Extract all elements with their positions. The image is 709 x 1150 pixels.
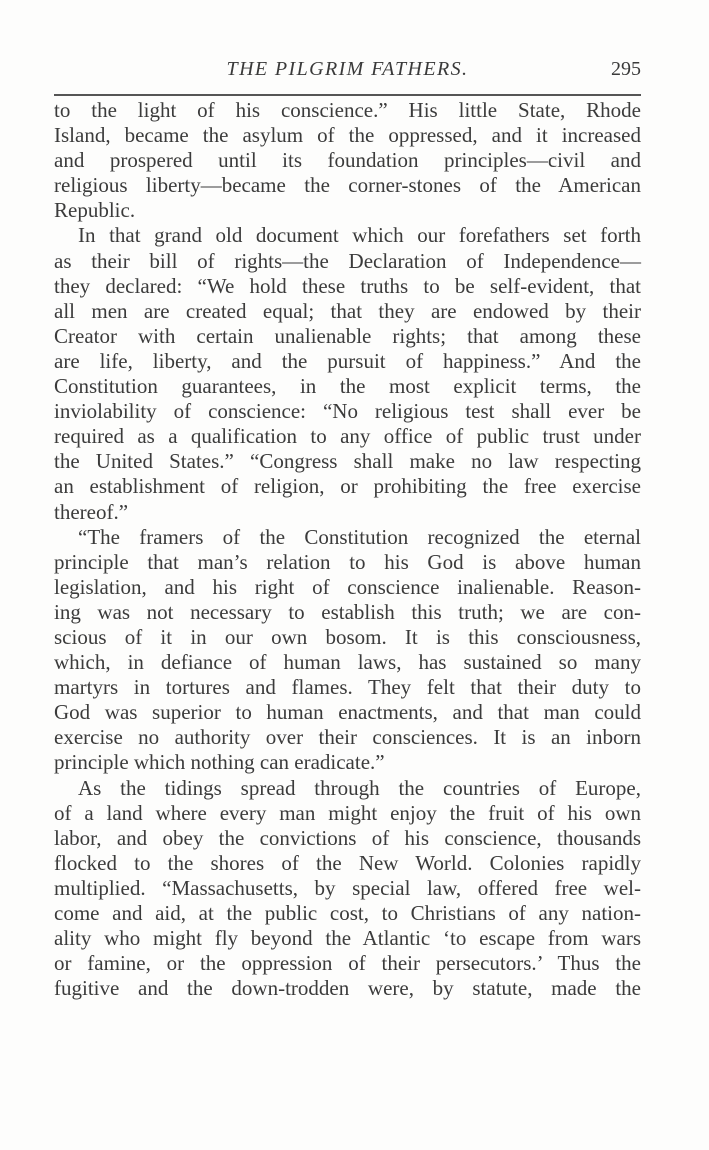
body-text xyxy=(54,98,641,1001)
text-line: scious of it in our own bosom. It is this consciousness, xyxy=(54,624,641,649)
text-line: Creator with certain unalienable rights; that among these xyxy=(54,323,641,348)
text-line: principle that man’s relation to his God is above human xyxy=(54,549,641,574)
text-line: Constitution guarantees, in the most explicit terms, the xyxy=(54,374,641,399)
text-line: of a land where every man might enjoy the fruit of his own xyxy=(54,800,641,825)
text-line: Republic. xyxy=(54,198,136,223)
text-line: which, in defiance of human laws, has sustained so many xyxy=(54,650,641,675)
text-line: are life, liberty, and the pursuit of happiness.” And the xyxy=(54,348,641,373)
text-line: required as a qualification to any office of public trust under xyxy=(54,424,641,449)
text-line: multiplied. “Massachusetts, by special law, offered free wel- xyxy=(54,875,641,900)
text-line: religious liberty—became the corner-stones of the American xyxy=(54,173,641,198)
text-line: all men are created equal; that they are endowed by their xyxy=(54,298,641,323)
text-line: God was superior to human enactments, and that man could xyxy=(54,700,641,725)
text-line: As the tidings spread through the countries of Europe, xyxy=(78,775,641,800)
text-line: thereof.” xyxy=(54,499,129,524)
text-line: or famine, or the oppression of their persecutors.’ Thus the xyxy=(54,951,641,976)
text-line: legislation, and his right of conscience inalienable. Reason- xyxy=(54,574,641,599)
paragraph-4 xyxy=(54,776,641,1002)
running-head xyxy=(54,58,641,88)
paragraph-3 xyxy=(54,525,641,776)
paragraph-1 xyxy=(54,98,641,223)
text-line: principle which nothing can eradicate.” xyxy=(54,750,385,775)
text-line: an establishment of religion, or prohibiting the free exercise xyxy=(54,474,641,499)
page-number: 295 xyxy=(611,58,641,80)
text-line: martyrs in tortures and flames. They felt that their duty to xyxy=(54,675,641,700)
text-line: and prospered until its foundation principles—civil and xyxy=(54,148,641,173)
text-line: ality who might fly beyond the Atlantic ‘to escape from wars xyxy=(54,926,641,951)
running-title: THE PILGRIM FATHERS. xyxy=(226,58,469,80)
text-line: as their bill of rights—the Declaration of Independence— xyxy=(54,248,641,273)
text-line: the United States.” “Congress shall make no law respecting xyxy=(54,449,641,474)
text-line: exercise no authority over their consciences. It is an inborn xyxy=(54,725,641,750)
text-line: fugitive and the down-trodden were, by statute, made the xyxy=(54,976,641,1001)
text-line: labor, and obey the convictions of his conscience, thousands xyxy=(54,825,641,850)
text-line: to the light of his conscience.” His little State, Rhode xyxy=(54,98,641,122)
text-line: flocked to the shores of the New World. Colonies rapidly xyxy=(54,850,641,875)
text-line: ing was not necessary to establish this truth; we are con- xyxy=(54,599,641,624)
paragraph-2 xyxy=(54,223,641,524)
header-rule xyxy=(54,94,641,96)
text-line: Island, became the asylum of the oppressed, and it increased xyxy=(54,123,641,148)
text-line: inviolability of conscience: “No religious test shall ever be xyxy=(54,399,641,424)
text-line: they declared: “We hold these truths to be self-evident, that xyxy=(54,273,641,298)
text-line: “The framers of the Constitution recognized the eternal xyxy=(78,524,641,549)
text-line: In that grand old document which our forefathers set forth xyxy=(78,223,641,248)
text-line: come and aid, at the public cost, to Christians of any nation- xyxy=(54,901,641,925)
